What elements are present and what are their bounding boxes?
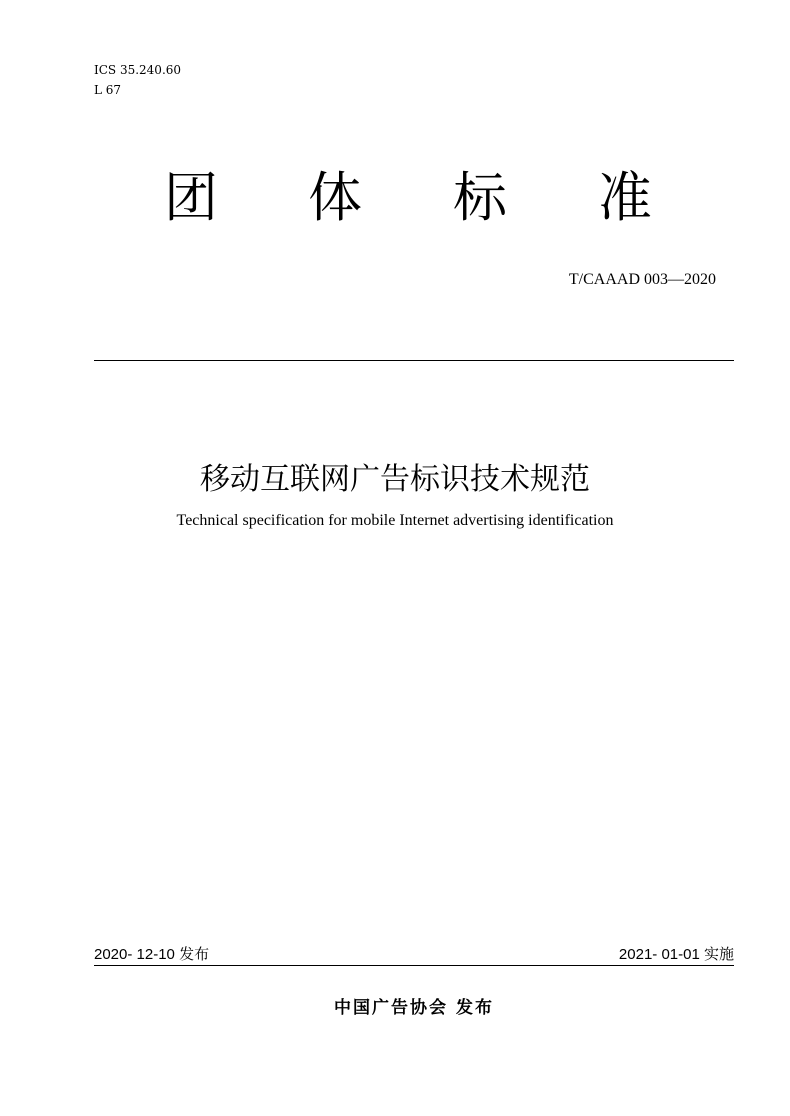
top-divider: [94, 360, 734, 361]
standard-number: T/CAAAD 003—2020: [568, 271, 716, 288]
bottom-divider: [94, 965, 734, 966]
ccs-code: L 67: [94, 83, 122, 97]
document-title-chinese: 移动互联网广告标识技术规范: [200, 462, 590, 497]
standard-type-char-1: 团: [164, 166, 218, 229]
standard-type-char-4: 准: [598, 166, 652, 229]
standard-type-char-2: 体: [308, 166, 362, 229]
ics-code: ICS 35.240.60: [94, 63, 182, 77]
effective-date: 2021- 01-01 实施: [618, 946, 734, 963]
standard-type-char-3: 标: [453, 166, 507, 229]
document-title-english: Technical specification for mobile Internet advertising identification: [176, 512, 614, 529]
publisher: 中国广告协会 发布: [334, 998, 494, 1018]
publish-date: 2020- 12-10 发布: [94, 946, 210, 963]
